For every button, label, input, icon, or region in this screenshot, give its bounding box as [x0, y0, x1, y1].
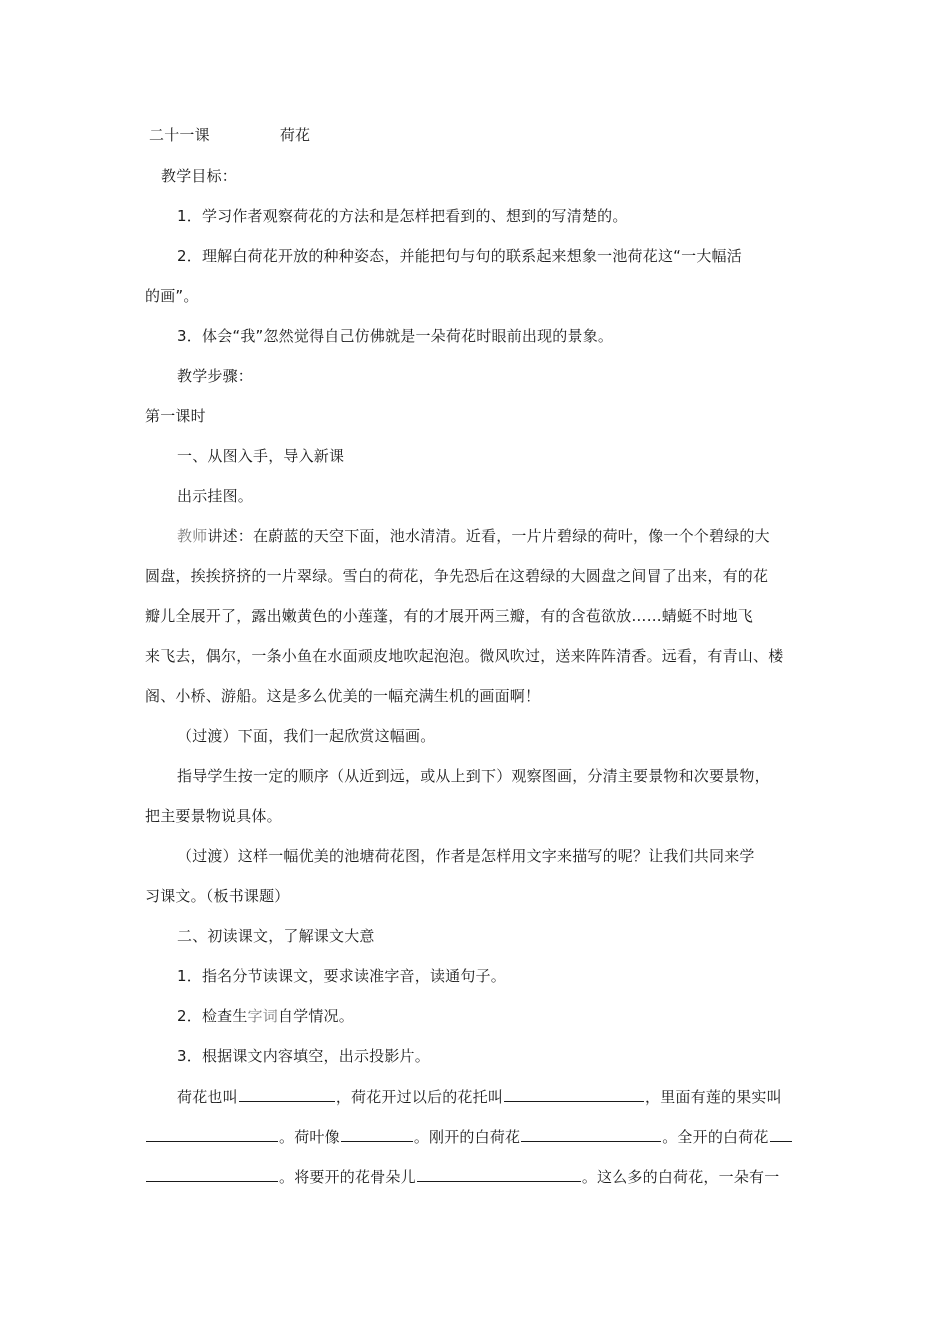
blank-line — [146, 1126, 278, 1142]
item-3: 3．根据课文内容填空，出示投影片。 — [177, 1047, 430, 1065]
vocab-word: 字词 — [247, 1007, 278, 1025]
blank-line — [417, 1166, 581, 1182]
blank-line — [239, 1086, 335, 1102]
section-1-heading: 一、从图入手，导入新课 — [177, 447, 345, 465]
lesson-number: 二十一课 — [149, 126, 210, 144]
narration-line-4: 来飞去，偶尔，一条小鱼在水面顽皮地吹起泡泡。微风吹过，送来阵阵清香。远看，有青山、楼 — [145, 647, 784, 665]
narration-line-3: 瓣儿全展开了，露出嫩黄色的小莲蓬，有的才展开两三瓣，有的含苞欲放……蜻蜓不时地飞 — [145, 607, 754, 625]
narration-line-1: 教师讲述：在蔚蓝的天空下面，池水清清。近看，一片片碧绿的荷叶，像一个个碧绿的大 — [177, 527, 770, 545]
lesson-heading — [149, 125, 310, 145]
blank-line — [341, 1126, 413, 1142]
guide-line-2: 把主要景物说具体。 — [145, 807, 282, 825]
goal-2-line-1: 2．理解白荷花开放的种种姿态，并能把句与句的联系起来想象一池荷花这“一大幅活 — [177, 247, 742, 265]
teacher-label: 教师 — [177, 527, 208, 545]
narration-line-5: 阁、小桥、游船。这是多么优美的一幅充满生机的画面啊！ — [145, 687, 541, 705]
fill-line-3: 。将要开的花骨朵儿 。这么多的白荷花，一朵有一 — [145, 1166, 779, 1187]
narration-line-2: 圆盘，挨挨挤挤的一片翠绿。雪白的荷花，争先恐后在这碧绿的大圆盘之间冒了出来，有的花 — [145, 567, 769, 585]
guide-line-1: 指导学生按一定的顺序（从近到远，或从上到下）观察图画，分清主要景物和次要景物， — [177, 767, 770, 785]
period-heading: 第一课时 — [145, 407, 206, 425]
blank-line — [146, 1166, 278, 1182]
steps-heading: 教学步骤： — [177, 367, 254, 385]
show-picture: 出示挂图。 — [177, 487, 254, 505]
lesson-title: 荷花 — [279, 126, 311, 144]
section-2-heading: 二、初读课文，了解课文大意 — [177, 927, 375, 945]
transition-2-line-1: （过渡）这样一幅优美的池塘荷花图，作者是怎样用文字来描写的呢？让我们共同来学 — [177, 847, 755, 865]
goal-2-line-2: 的画”。 — [145, 287, 199, 305]
blank-line — [770, 1126, 792, 1142]
transition-1: （过渡）下面，我们一起欣赏这幅画。 — [177, 727, 436, 745]
fill-line-1: 荷花也叫 ，荷花开过以后的花托叫 ，里面有莲的果实叫 — [177, 1088, 782, 1106]
fill-line-2: 。荷叶像 。刚开的白荷花 。全开的白荷花 — [145, 1126, 793, 1147]
goal-3: 3．体会“我”忽然觉得自己仿佛就是一朵荷花时眼前出现的景象。 — [177, 327, 614, 345]
item-2: 2．检查生字词自学情况。 — [177, 1007, 354, 1025]
goal-1: 1．学习作者观察荷花的方法和是怎样把看到的、想到的写清楚的。 — [177, 207, 628, 225]
blank-line — [521, 1126, 661, 1142]
goals-heading: 教学目标： — [161, 167, 238, 185]
blank-line — [504, 1086, 644, 1102]
transition-2-line-2: 习课文。（板书课题） — [145, 887, 290, 905]
item-1: 1．指名分节读课文，要求读准字音，读通句子。 — [177, 967, 506, 985]
